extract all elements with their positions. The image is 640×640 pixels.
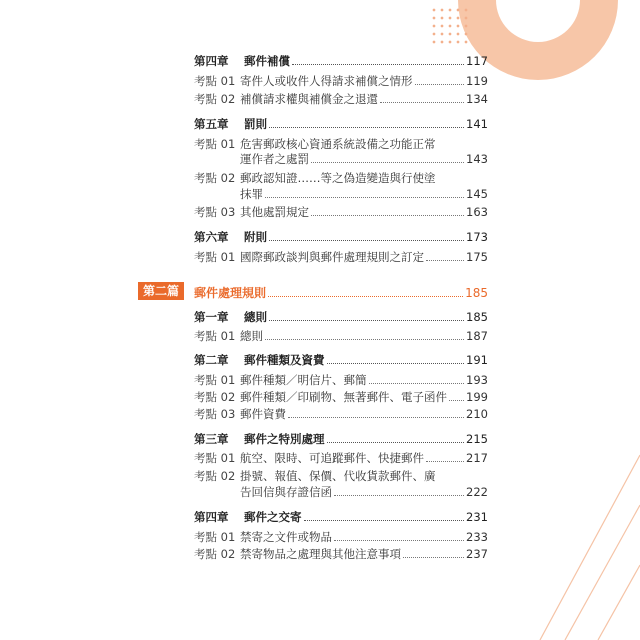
page-number: 134 <box>466 92 488 106</box>
item-title: 郵件資費 <box>240 407 286 421</box>
page-number: 117 <box>466 54 488 68</box>
toc-item[interactable] <box>194 72 488 88</box>
item-label: 考點 01 <box>194 530 236 544</box>
item-title: 總則 <box>240 329 263 343</box>
toc-item[interactable] <box>194 449 488 465</box>
page-number: 173 <box>466 230 488 244</box>
toc-chapter[interactable] <box>194 308 488 324</box>
toc-item[interactable] <box>194 248 488 264</box>
leader-dots <box>268 295 463 297</box>
toc-item[interactable] <box>194 327 488 343</box>
page-number: 199 <box>466 390 488 404</box>
page-number: 210 <box>466 407 488 421</box>
item-title: 郵件種類／印刷物、無著郵件、電子函件 <box>240 390 447 404</box>
page-number: 215 <box>466 432 488 446</box>
toc-chapter[interactable] <box>194 351 488 367</box>
item-title: 國際郵政談判與郵件處理規則之訂定 <box>240 250 424 264</box>
item-title: 寄件人或收件人得請求補償之情形 <box>240 74 413 88</box>
chapter-title: 郵件種類及資費 <box>244 353 325 367</box>
page-number: 237 <box>466 547 488 561</box>
toc-part[interactable] <box>138 282 488 300</box>
chapter-title: 附則 <box>244 230 267 244</box>
leader-dots <box>415 83 465 85</box>
page-number: 163 <box>466 205 488 219</box>
toc-item[interactable] <box>194 371 488 387</box>
leader-dots <box>292 63 464 65</box>
item-label: 考點 01 <box>194 373 236 387</box>
chapter-label: 第六章 <box>194 230 229 244</box>
leader-dots <box>380 101 464 103</box>
item-title: 補償請求權與補償金之退還 <box>240 92 378 106</box>
item-title-line1: 危害郵政核心資通系統設備之功能正常 <box>240 137 436 151</box>
page-number: 191 <box>466 353 488 367</box>
part-title: 郵件處理規則 <box>194 286 267 300</box>
item-label: 考點 02 <box>194 92 236 106</box>
item-label: 考點 01 <box>194 137 236 151</box>
chapter-label: 第五章 <box>194 117 229 131</box>
chapter-label: 第一章 <box>194 310 229 324</box>
chapter-title: 總則 <box>244 310 267 324</box>
item-title-line1: 郵政認知證……等之偽造變造與行使塗 <box>240 171 436 185</box>
item-title-line2: 運作者之處罰 <box>240 152 309 166</box>
toc-item[interactable] <box>194 467 488 483</box>
item-title: 禁寄物品之處理與其他注意事項 <box>240 547 401 561</box>
leader-dots <box>265 338 464 340</box>
toc-item[interactable] <box>194 388 488 404</box>
item-label: 考點 03 <box>194 205 236 219</box>
chapter-label: 第三章 <box>194 432 229 446</box>
toc-item-continued[interactable] <box>194 150 488 166</box>
page-number: 141 <box>466 117 488 131</box>
toc-item[interactable] <box>194 203 488 219</box>
page-number: 119 <box>466 74 488 88</box>
chapter-label: 第二章 <box>194 353 229 367</box>
page-number: 145 <box>466 187 488 201</box>
item-title: 其他處罰規定 <box>240 205 309 219</box>
item-label: 考點 02 <box>194 171 236 185</box>
chapter-title: 郵件之特別處理 <box>244 432 325 446</box>
leader-dots <box>304 519 465 521</box>
toc-chapter[interactable] <box>194 115 488 131</box>
leader-dots <box>265 196 464 198</box>
leader-dots <box>426 460 464 462</box>
toc-item[interactable] <box>194 528 488 544</box>
item-label: 考點 01 <box>194 329 236 343</box>
page-number: 175 <box>466 250 488 264</box>
item-label: 考點 01 <box>194 451 236 465</box>
chapter-title: 郵件補償 <box>244 54 290 68</box>
toc-item-continued[interactable] <box>194 185 488 201</box>
leader-dots <box>449 399 464 401</box>
page-number: 187 <box>466 329 488 343</box>
item-label: 考點 02 <box>194 390 236 404</box>
toc-item[interactable] <box>194 405 488 421</box>
toc-chapter[interactable] <box>194 430 488 446</box>
page-number: 193 <box>466 373 488 387</box>
leader-dots <box>369 382 465 384</box>
item-label: 考點 02 <box>194 469 236 483</box>
page-number: 231 <box>466 510 488 524</box>
leader-dots <box>311 214 464 216</box>
leader-dots <box>311 161 464 163</box>
page-number: 185 <box>465 286 488 300</box>
leader-dots <box>327 362 465 364</box>
chapter-title: 郵件之交寄 <box>244 510 302 524</box>
toc-chapter[interactable] <box>194 228 488 244</box>
leader-dots <box>334 494 464 496</box>
item-title: 航空、限時、可追蹤郵件、快捷郵件 <box>240 451 424 465</box>
item-label: 考點 02 <box>194 547 236 561</box>
page-number: 222 <box>466 485 488 499</box>
toc-item[interactable] <box>194 90 488 106</box>
item-label: 考點 03 <box>194 407 236 421</box>
page-number: 143 <box>466 152 488 166</box>
item-label: 考點 01 <box>194 74 236 88</box>
item-title-line2: 告回信與存證信函 <box>240 485 332 499</box>
leader-dots <box>288 416 464 418</box>
item-title: 禁寄之文件或物品 <box>240 530 332 544</box>
leader-dots <box>269 319 464 321</box>
leader-dots <box>426 259 464 261</box>
leader-dots <box>269 239 464 241</box>
page-number: 217 <box>466 451 488 465</box>
toc-item[interactable] <box>194 169 488 185</box>
leader-dots <box>334 539 464 541</box>
page-number: 233 <box>466 530 488 544</box>
toc-item[interactable] <box>194 545 488 561</box>
toc-item[interactable] <box>194 135 488 151</box>
page-number: 185 <box>466 310 488 324</box>
leader-dots <box>327 441 465 443</box>
leader-dots <box>269 126 464 128</box>
item-label: 考點 01 <box>194 250 236 264</box>
item-title-line2: 抹罪 <box>240 187 263 201</box>
toc-chapter[interactable] <box>194 508 488 524</box>
item-title: 郵件種類／明信片、郵簡 <box>240 373 367 387</box>
chapter-title: 罰則 <box>244 117 267 131</box>
toc-chapter[interactable] <box>194 52 488 68</box>
item-title-line1: 掛號、報值、保價、代收貨款郵件、廣 <box>240 469 436 483</box>
toc-item-continued[interactable] <box>194 483 488 499</box>
part-badge: 第二篇 <box>138 282 184 300</box>
leader-dots <box>403 556 464 558</box>
chapter-label: 第四章 <box>194 54 229 68</box>
chapter-label: 第四章 <box>194 510 229 524</box>
